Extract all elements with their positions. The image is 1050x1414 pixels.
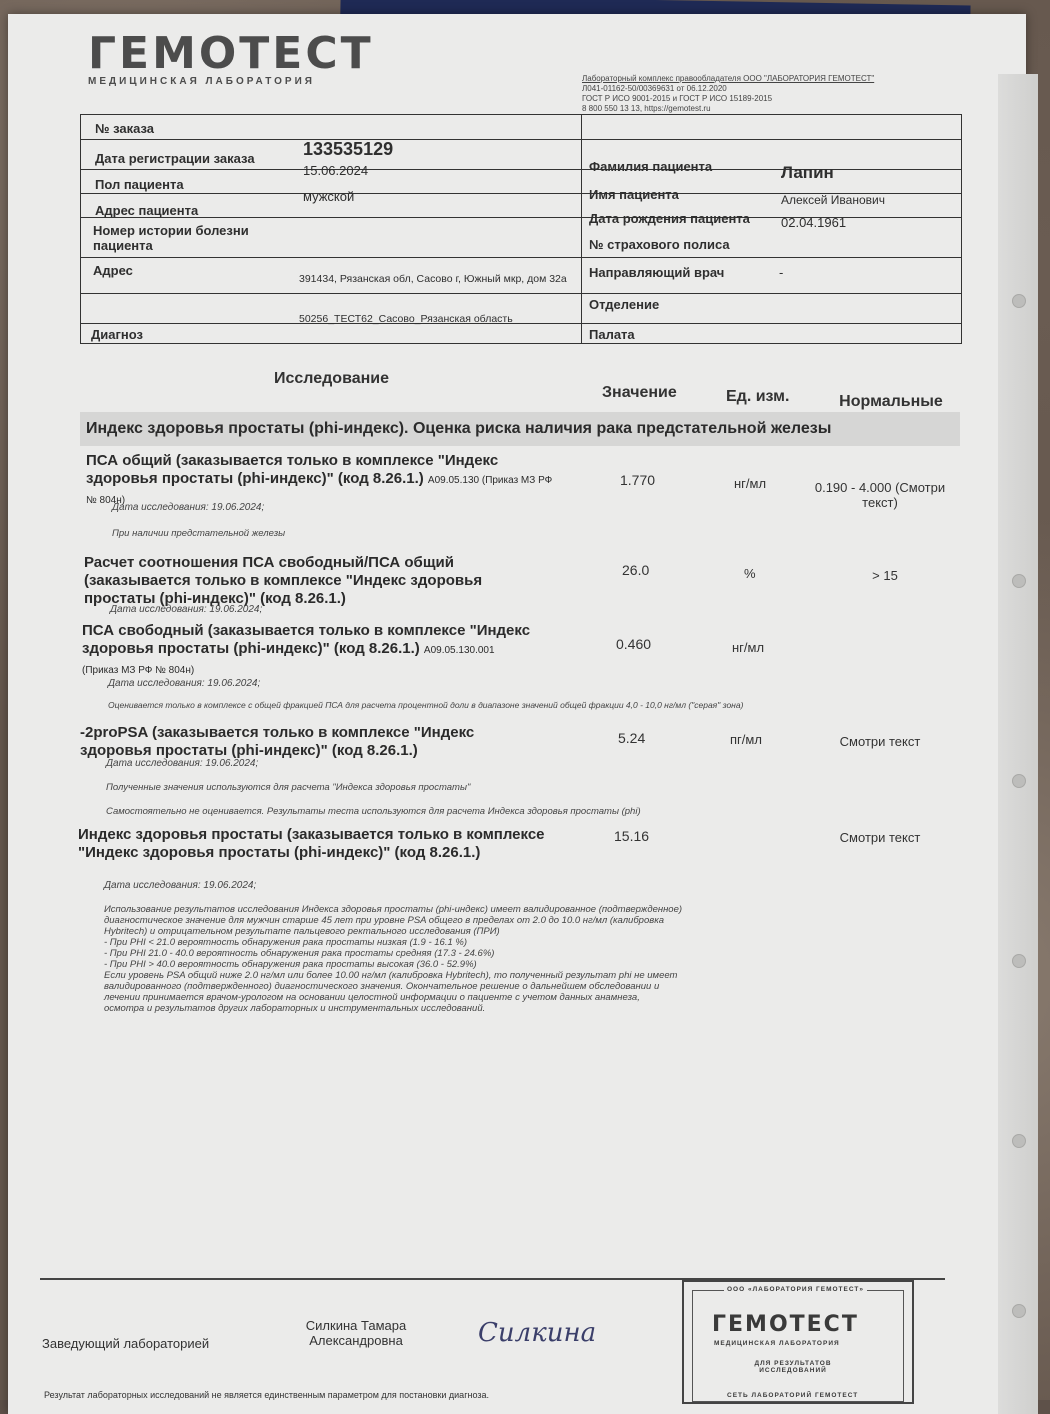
license-info [582, 74, 874, 114]
license-line: Лабораторный комплекс правообладателя ООО "ЛАБОРАТОРИЯ ГЕМОТЕСТ" [582, 74, 875, 83]
sex-label: Пол пациента [95, 177, 184, 192]
regdate-value: 15.06.2024 [303, 163, 369, 178]
interpretation-line: - При PHI < 21.0 вероятность обнаружения рака простаты низкая (1.9 - 16.1 %) [104, 937, 467, 948]
stamp-purpose: ДЛЯ РЕЗУЛЬТАТОВ ИССЛЕДОВАНИЙ [754, 1360, 832, 1374]
interpretation-line: лечении принимается врачом-урологом на основании целостной информации о пациенте с учетом данных анамнеза, [104, 992, 640, 1003]
test-value: 26.0 [622, 562, 650, 578]
department-label: Отделение [589, 297, 660, 312]
test-value: 5.24 [618, 730, 646, 746]
stamp-top-text: ООО «ЛАБОРАТОРИЯ ГЕМОТЕСТ» [724, 1286, 867, 1293]
address-value: 391434, Рязанская обл, Сасово г, Южный мкр, дом 32а [299, 273, 567, 285]
stamp-subtitle: МЕДИЦИНСКАЯ ЛАБОРАТОРИЯ [714, 1340, 840, 1347]
sex-value: мужской [303, 189, 355, 204]
test-value: 1.770 [620, 472, 656, 488]
disclaimer: Результат лабораторных исследований не является единственным параметром для постановки диагноза. [44, 1390, 489, 1400]
test-order-code: A09.05.130.001 (Приказ МЗ РФ № 804н) [82, 645, 495, 676]
interpretation-line: - При PHI 21.0 - 40.0 вероятность обнаружения рака простаты средняя (17.3 - 24.6%) [104, 948, 495, 959]
test-name [82, 622, 532, 680]
test-date: Дата исследования: 19.06.2024; [108, 678, 261, 689]
logo-name: ГЕМОТЕСТ [88, 28, 374, 79]
license-line: 8 800 550 13 13, https://gemotest.ru [582, 104, 711, 113]
lab-stamp [682, 1280, 914, 1404]
interpretation-line: Если уровень PSA общий ниже 2.0 нг/мл или более 10.00 нг/мл (калибровка Hybritech), то полученный результат phi не имеет [104, 970, 678, 981]
test-value: 0.460 [616, 636, 652, 652]
doctor-label: Направляющий врач [589, 265, 725, 280]
interpretation-line: - При PHI > 40.0 вероятность обнаружения рака простаты высокая (36.0 - 52.9%) [104, 959, 477, 970]
surname-label: Фамилия пациента [589, 159, 713, 174]
interpretation-line: Hybritech) и отрицательном результате пальцевого ректального исследования (ПРИ) [104, 926, 500, 937]
test-unit: нг/мл [734, 476, 767, 491]
surname-value: Лапин [781, 163, 834, 182]
punch-hole [1012, 954, 1026, 968]
test-norm: Смотри текст [839, 734, 921, 749]
test-date: Дата исследования: 19.06.2024; [112, 502, 265, 513]
test-name: -2proPSA (заказывается только в комплексе "Индекс здоровья простаты (phi-индекс)" (код 8.26.1.) [80, 724, 475, 759]
stamp-bottom-text: СЕТЬ ЛАБОРАТОРИЙ ГЕМОТЕСТ [724, 1392, 861, 1399]
signature: Силкина [478, 1318, 597, 1348]
logo-subtitle: МЕДИЦИНСКАЯ ЛАБОРАТОРИЯ [88, 76, 315, 87]
branch-value: 50256_ТЕСТ62_Сасово_Рязанская область [299, 313, 513, 325]
test-date: Дата исследования: 19.06.2024; [104, 880, 257, 891]
test-name: Индекс здоровья простаты (заказывается только в комплексе "Индекс здоровья простаты (phi-индекс)" (код 8.26.1.) [78, 826, 545, 861]
col-unit: Ед. изм. [726, 388, 790, 405]
test-norm: Смотри текст [839, 830, 921, 845]
interpretation-line: валидированного (подтвержденного) диагностического значения. Окончательное решение о дальнейшем обследовании и [104, 981, 660, 992]
test-norm: > 15 [872, 568, 898, 583]
punch-hole [1012, 294, 1026, 308]
test-name-text: ПСА общий (заказывается только в комплексе "Индекс здоровья простаты (phi-индекс)" (код 8.26.1.) [86, 452, 499, 487]
patient-info-table [80, 114, 962, 344]
test-note: При наличии предстательной железы [112, 528, 286, 539]
test-name: Расчет соотношения ПСА свободный/ПСА общий (заказывается только в комплексе "Индекс здоровья простаты (phi-индекс)" (код 8.26.1.) [84, 554, 483, 607]
diagnosis-label: Диагноз [91, 327, 143, 342]
test-order-code: A09.05.130 (Приказ МЗ РФ № 804н) [86, 475, 553, 506]
address-label: Адрес [93, 263, 133, 278]
patient-address-label: Адрес пациента [95, 203, 199, 218]
test-unit: % [744, 566, 756, 581]
doctor-value: - [779, 265, 784, 280]
dob-label: Дата рождения пациента [589, 211, 750, 226]
gemotest-logo [88, 28, 374, 87]
test-value: 15.16 [614, 828, 650, 844]
test-norm: 0.190 - 4.000 (Смотри текст) [814, 480, 946, 510]
punch-hole [1012, 774, 1026, 788]
interpretation-line: осмотра и результатов других лабораторных и инструментальных исследований. [104, 1003, 486, 1014]
stamp-logo: ГЕМОТЕСТ [712, 1312, 859, 1337]
test-unit: нг/мл [732, 640, 765, 655]
sleeve-edge [998, 74, 1038, 1414]
section-title: Индекс здоровья простаты (phi-индекс). Оценка риска наличия рака предстательной железы [86, 420, 832, 437]
col-study: Исследование [274, 370, 389, 387]
test-note: Самостоятельно не оценивается. Результаты теста используются для расчета Индекса здоровья простаты (phi) [106, 806, 641, 817]
test-date: Дата исследования: 19.06.2024; [110, 604, 263, 615]
col-value: Значение [602, 384, 677, 401]
interpretation-line: диагностическое значение для мужчин старше 45 лет при уровне PSA общего в пределах от 2.0 до 10.0 нг/мл (калибровка [104, 915, 664, 926]
punch-hole [1012, 1134, 1026, 1148]
policy-label: № страхового полиса [589, 237, 730, 252]
name-value: Алексей Иванович [781, 193, 885, 207]
col-norm: Нормальные [839, 393, 943, 410]
regdate-label: Дата регистрации заказа [95, 151, 255, 166]
dob-value: 02.04.1961 [781, 215, 847, 230]
history-label: Номер истории болезни пациента [93, 223, 249, 253]
license-line: ГОСТ Р ИСО 9001-2015 и ГОСТ Р ИСО 15189-2015 [582, 94, 773, 103]
name-label: Имя пациента [589, 187, 679, 202]
test-note: Полученные значения используются для расчета "Индекса здоровья простаты" [106, 782, 471, 793]
test-unit: пг/мл [730, 732, 762, 747]
ward-label: Палата [589, 327, 635, 342]
interpretation-line: Использование результатов исследования Индекса здоровья простаты (phi-индекс) имеет валидированное (подтвержденное) [104, 904, 683, 915]
test-note: Оценивается только в комплексе с общей фракцией ПСА для расчета процентной доли в диапазоне значений общей фракции 4,0 - 10,0 нг/мл ("серая" зона) [108, 700, 744, 710]
order-label: № заказа [95, 121, 155, 136]
test-name-text: ПСА свободный (заказывается только в комплексе "Индекс здоровья простаты (phi-индекс)" (код 8.26.1.) [82, 622, 531, 657]
lab-head-name: Силкина Тамара Александровна [305, 1318, 407, 1348]
lab-head-role: Заведующий лабораторией [42, 1336, 210, 1351]
order-number: 133535129 [303, 139, 394, 159]
test-date: Дата исследования: 19.06.2024; [106, 758, 259, 769]
punch-hole [1012, 1304, 1026, 1318]
punch-hole [1012, 574, 1026, 588]
license-line: Л041-01162-50/00369631 от 06.12.2020 [582, 84, 727, 93]
interpretation-text [104, 904, 824, 1014]
